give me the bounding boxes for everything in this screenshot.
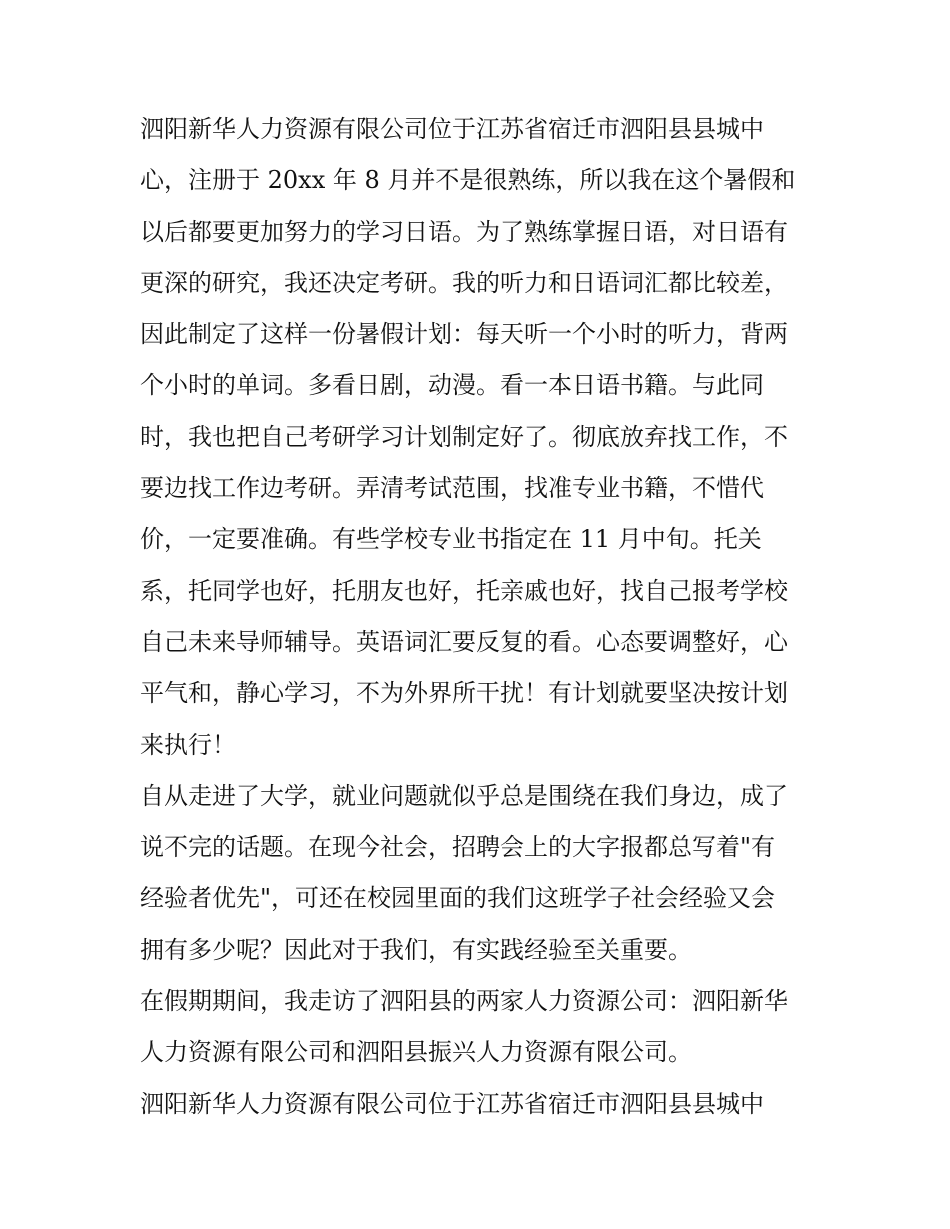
text-line: 拥有多少呢？因此对于我们，有实践经验至关重要。	[140, 935, 692, 964]
text-line: 要边找工作边考研。弄清考试范围，找准专业书籍，不惜代	[140, 474, 764, 503]
text-line: 经验者优先"，可还在校园里面的我们这班学子社会经验又会	[140, 884, 776, 913]
text-line: 泗阳新华人力资源有限公司位于江苏省宿迁市泗阳县县城中	[140, 1089, 764, 1118]
text-line: 泗阳新华人力资源有限公司位于江苏省宿迁市泗阳县县城中	[140, 115, 764, 143]
document-body	[140, 104, 820, 1130]
text-line: 价，一定要准确。有些学校专业书指定在 11 月中旬。托关	[140, 525, 762, 554]
text-line: 来执行！	[140, 730, 236, 759]
text-line: 个小时的单词。多看日剧，动漫。看一本日语书籍。与此同	[140, 371, 764, 400]
text-line: 因此制定了这样一份暑假计划：每天听一个小时的听力，背两	[140, 320, 788, 349]
text-line: 说不完的话题。在现今社会，招聘会上的大字报都总写着"有	[140, 833, 776, 862]
text-line: 以后都要更加努力的学习日语。为了熟练掌握日语，对日语有	[140, 217, 788, 246]
text-line: 人力资源有限公司和泗阳县振兴人力资源有限公司。	[140, 1038, 692, 1067]
text-line: 平气和，静心学习，不为外界所干扰！有计划就要坚决按计划	[140, 679, 788, 708]
text-line: 自从走进了大学，就业问题就似乎总是围绕在我们身边，成了	[140, 781, 788, 810]
text-line: 系，托同学也好，托朋友也好，托亲戚也好，找自己报考学校	[140, 576, 788, 605]
text-line: 时，我也把自己考研学习计划制定好了。彻底放弃找工作，不	[140, 422, 788, 451]
text-line: 在假期期间，我走访了泗阳县的两家人力资源公司：泗阳新华	[140, 987, 788, 1016]
text-line: 更深的研究，我还决定考研。我的听力和日语词汇都比较差，	[140, 268, 788, 297]
text-line: 自己未来导师辅导。英语词汇要反复的看。心态要调整好，心	[140, 627, 788, 656]
text-line: 心，注册于 20xx 年 8 月并不是很熟练，所以我在这个暑假和	[140, 166, 796, 195]
